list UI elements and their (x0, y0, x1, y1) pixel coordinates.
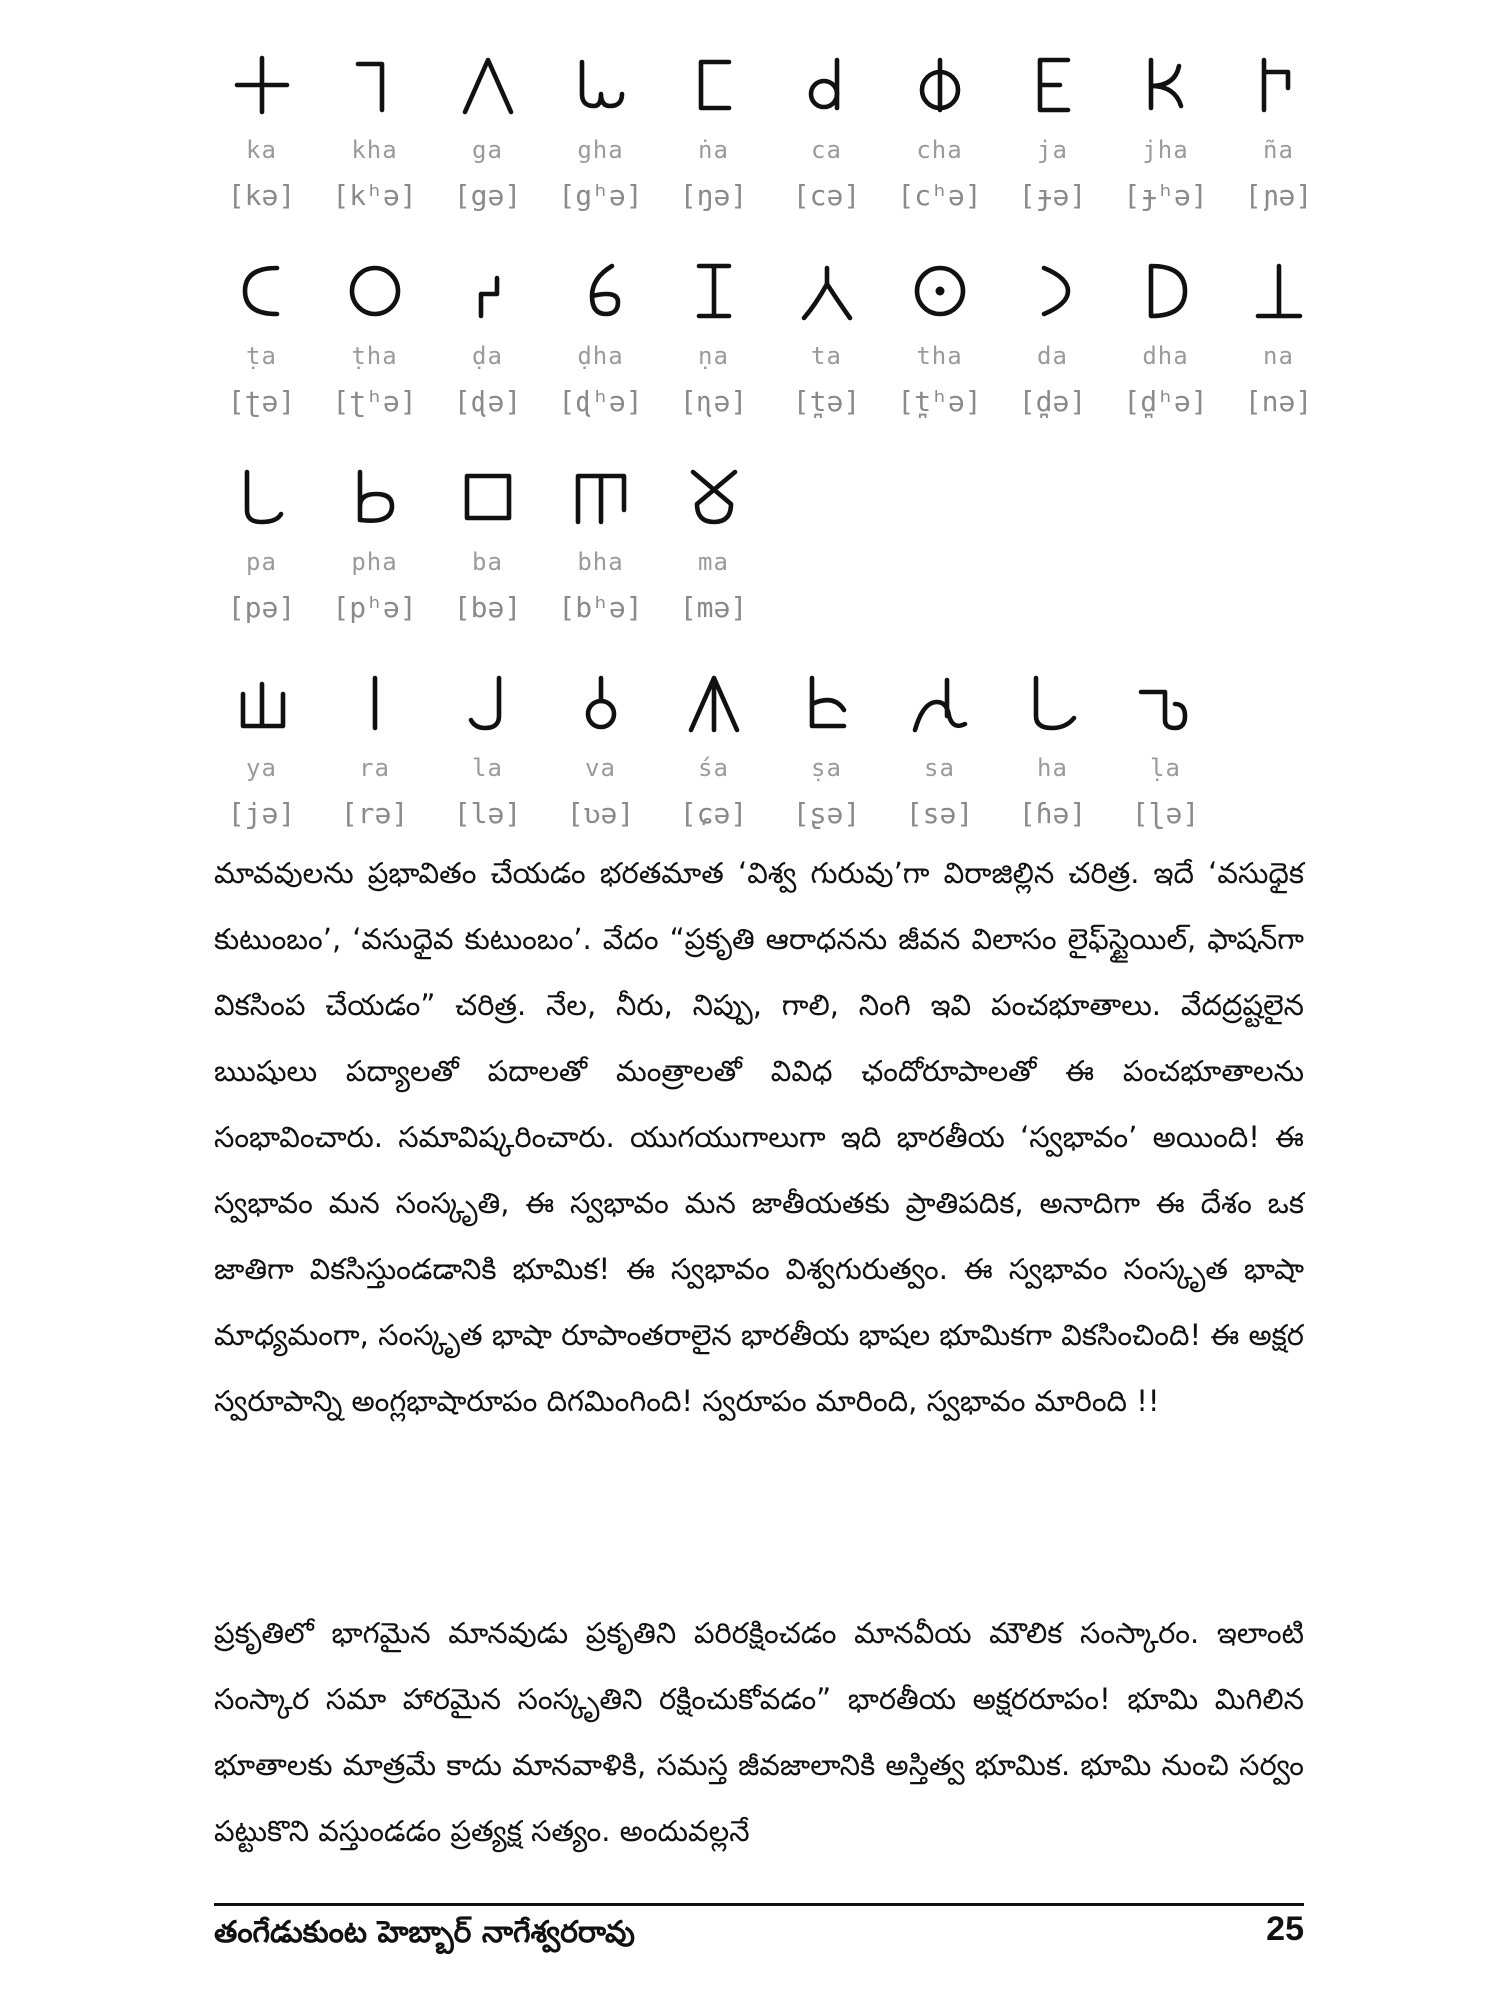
glyph-ka-icon (205, 40, 318, 130)
transliteration-label: ḷa (1150, 754, 1181, 782)
chart-row (205, 658, 1335, 840)
ipa-label: [cʰə] (897, 179, 982, 212)
transliteration-label: ḍha (577, 342, 624, 370)
transliteration-label: ga (472, 136, 503, 164)
transliteration-label: ha (1037, 754, 1068, 782)
ipa-label: [gʰə] (558, 179, 643, 212)
ipa-label: [ɖʰə] (558, 385, 643, 418)
chart-cell (770, 40, 883, 222)
chart-cell (318, 658, 431, 840)
transliteration-label: ja (1037, 136, 1068, 164)
ipa-label: [d̪ʰə] (1123, 385, 1208, 418)
glyph-ra-icon (318, 658, 431, 748)
chart-cell (770, 246, 883, 428)
transliteration-label: ña (1263, 136, 1294, 164)
chart-row (205, 40, 1335, 222)
chart-cell (883, 40, 996, 222)
transliteration-label: va (585, 754, 616, 782)
ipa-label: [ɲə] (1244, 179, 1313, 212)
transliteration-label: jha (1142, 136, 1189, 164)
glyph-la-icon (431, 658, 544, 748)
glyph-ya-icon (205, 658, 318, 748)
transliteration-label: ka (246, 136, 277, 164)
transliteration-label: sa (924, 754, 955, 782)
glyph-na-icon (1222, 246, 1335, 336)
transliteration-label: ba (472, 548, 503, 576)
ipa-label: [ɦə] (1018, 797, 1087, 830)
glyph-tta-icon (205, 246, 318, 336)
chart-cell (657, 452, 770, 634)
glyph-pha-icon (318, 452, 431, 542)
chart-cell (431, 658, 544, 840)
chart-cell (657, 658, 770, 840)
transliteration-label: da (1037, 342, 1068, 370)
glyph-cha-icon (883, 40, 996, 130)
footer-author: తంగేడుకుంట హెబ్బార్ నాగేశ్వరరావు (214, 1915, 635, 1950)
glyph-bha-icon (544, 452, 657, 542)
chart-cell (996, 246, 1109, 428)
chart-cell (205, 246, 318, 428)
chart-cell (1222, 40, 1335, 222)
glyph-sha-icon (657, 658, 770, 748)
ipa-label: [nə] (1244, 385, 1313, 418)
transliteration-label: ṭa (246, 342, 277, 370)
glyph-dda-icon (431, 246, 544, 336)
ipa-label: [ɭə] (1131, 797, 1200, 830)
glyph-jha-icon (1109, 40, 1222, 130)
transliteration-label: ṇa (698, 342, 729, 370)
chart-cell (996, 658, 1109, 840)
transliteration-label: bha (577, 548, 624, 576)
paragraph-1: మావవులను ప్రభావితం చేయడం భరతమాత ‘విశ్వ గురువు’గా విరాజిల్లిన చరిత్ర. ఇదే ‘వసుధైక కుటుంబం’, ‘వసుధైవ కుటుంబం’. వేదం “ప్రకృతి ఆరాధనను జీవన విలాసం లైఫ్‌స్టైయిల్, ఫాషన్‌గా వికసింప చేయడం” చరిత్ర. నేల, నీరు, నిప్పు, గాలి, నింగి ఇవి పంచభూతాలు. వేదద్రష్టలైన ఋషులు పద్యాలతో పదాలతో మంత్రాలతో వివిధ ఛందోరూపాలతో ఈ పంచభూతాలను సంభావించారు. సమావిష్కరించారు. యుగయుగాలుగా ఇది భారతీయ ‘స్వభావం’ అయింది! ఈ స్వభావం మన సంస్కృతి, ఈ స్వభావం మన జాతీయతకు ప్రాతిపదిక, అనాదిగా ఈ దేశం ఒక జాతిగా వికసిస్తుండడానికి భూమిక! ఈ స్వభావం విశ్వగురుత్వం. ఈ స్వభావం సంస్కృత భాషా మాధ్యమంగా, సంస్కృత భాషా రూపాంతరాలైన భారతీయ భాషల భూమికగా వికసించింది! ఈ అక్షర స్వరూపాన్ని అంగ్లభాషారూపం దిగమింగింది! స్వరూపం మారింది, స్వభావం మారింది !! (214, 856, 1304, 1418)
chart-cell (205, 40, 318, 222)
ipa-label: [jə] (227, 797, 296, 830)
ipa-label: [pʰə] (332, 591, 417, 624)
glyph-lla-icon (1109, 658, 1222, 748)
chart-cell (1109, 246, 1222, 428)
glyph-ta-icon (770, 246, 883, 336)
ipa-label: [bə] (453, 591, 522, 624)
chart-row (205, 246, 1335, 428)
chart-cell (205, 452, 318, 634)
ipa-label: [rə] (340, 797, 409, 830)
glyph-ma-icon (657, 452, 770, 542)
glyph-ha-icon (996, 658, 1109, 748)
transliteration-label: ṭha (351, 342, 398, 370)
transliteration-label: ya (246, 754, 277, 782)
chart-cell (544, 452, 657, 634)
glyph-dha-icon (1109, 246, 1222, 336)
ipa-label: [pə] (227, 591, 296, 624)
transliteration-label: pa (246, 548, 277, 576)
transliteration-label: śa (698, 754, 729, 782)
ipa-label: [ʈʰə] (332, 385, 417, 418)
transliteration-label: dha (1142, 342, 1189, 370)
ipa-label: [t̪ə] (792, 385, 861, 418)
ipa-label: [cə] (792, 179, 861, 212)
chart-cell (883, 658, 996, 840)
chart-cell (996, 40, 1109, 222)
ipa-label: [ɕə] (679, 797, 748, 830)
chart-cell (318, 246, 431, 428)
chart-cell (431, 452, 544, 634)
chart-cell (318, 40, 431, 222)
glyph-nga-icon (657, 40, 770, 130)
glyph-gha-icon (544, 40, 657, 130)
ipa-label: [kʰə] (332, 179, 417, 212)
ipa-label: [gə] (453, 179, 522, 212)
transliteration-label: ṣa (811, 754, 842, 782)
ipa-label: [ʂə] (792, 797, 861, 830)
transliteration-label: ṅa (698, 136, 729, 164)
chart-cell (544, 658, 657, 840)
transliteration-label: ca (811, 136, 842, 164)
transliteration-label: ra (359, 754, 390, 782)
transliteration-label: gha (577, 136, 624, 164)
transliteration-label: ta (811, 342, 842, 370)
glyph-da-icon (996, 246, 1109, 336)
ipa-label: [mə] (679, 591, 748, 624)
chart-cell (318, 452, 431, 634)
chart-cell (205, 658, 318, 840)
transliteration-label: na (1263, 342, 1294, 370)
glyph-ga-icon (431, 40, 544, 130)
chart-cell (657, 40, 770, 222)
ipa-label: [ɟʰə] (1123, 179, 1208, 212)
chart-cell (770, 658, 883, 840)
chart-cell (544, 40, 657, 222)
footer-rule (214, 1903, 1304, 1906)
glyph-nya-icon (1222, 40, 1335, 130)
ipa-label: [lə] (453, 797, 522, 830)
glyph-va-icon (544, 658, 657, 748)
ipa-label: [sə] (905, 797, 974, 830)
chart-cell (1109, 40, 1222, 222)
transliteration-label: ḍa (472, 342, 503, 370)
ipa-label: [d̪ə] (1018, 385, 1087, 418)
transliteration-label: tha (916, 342, 963, 370)
chart-cell (1109, 658, 1222, 840)
page-number: 25 (1266, 1910, 1304, 1948)
chart-cell (544, 246, 657, 428)
glyph-sa-icon (883, 658, 996, 748)
chart-row (205, 452, 1335, 634)
transliteration-label: pha (351, 548, 398, 576)
glyph-nna-icon (657, 246, 770, 336)
glyph-ja-icon (996, 40, 1109, 130)
ipa-label: [ɟə] (1018, 179, 1087, 212)
ipa-label: [ɖə] (453, 385, 522, 418)
ipa-label: [bʰə] (558, 591, 643, 624)
glyph-tha-icon (883, 246, 996, 336)
ipa-label: [ŋə] (679, 179, 748, 212)
glyph-kha-icon (318, 40, 431, 130)
chart-cell (883, 246, 996, 428)
ipa-label: [kə] (227, 179, 296, 212)
glyph-ba-icon (431, 452, 544, 542)
ipa-label: [ʋə] (566, 797, 635, 830)
transliteration-label: ma (698, 548, 729, 576)
ipa-label: [t̪ʰə] (897, 385, 982, 418)
chart-cell (431, 246, 544, 428)
chart-cell (657, 246, 770, 428)
transliteration-label: cha (916, 136, 963, 164)
glyph-ttha-icon (318, 246, 431, 336)
glyph-ddha-icon (544, 246, 657, 336)
chart-cell (1222, 246, 1335, 428)
ipa-label: [ʈə] (227, 385, 296, 418)
transliteration-label: la (472, 754, 503, 782)
glyph-ssa-icon (770, 658, 883, 748)
glyph-pa-icon (205, 452, 318, 542)
chart-cell (431, 40, 544, 222)
paragraph-2: ప్రకృతిలో భాగమైన మానవుడు ప్రకృతిని పరిరక్షించడం మానవీయ మౌలిక సంస్కారం. ఇలాంటి సంస్కార సమా హారమైన సంస్కృతిని రక్షించుకోవడం” భారతీయ అక్షరరూపం! భూమి మిగిలిన భూతాలకు మాత్రమే కాదు మానవాళికి, సమస్త జీవజాలానికి అస్తిత్వ భూమిక. భూమి నుంచి సర్వం పట్టుకొని వస్తుండడం ప్రత్యక్ష సత్యం. అందువల్లనే (214, 1616, 1304, 1848)
ipa-label: [ɳə] (679, 385, 748, 418)
glyph-ca-icon (770, 40, 883, 130)
transliteration-label: kha (351, 136, 398, 164)
brahmi-consonant-chart (205, 40, 1335, 864)
